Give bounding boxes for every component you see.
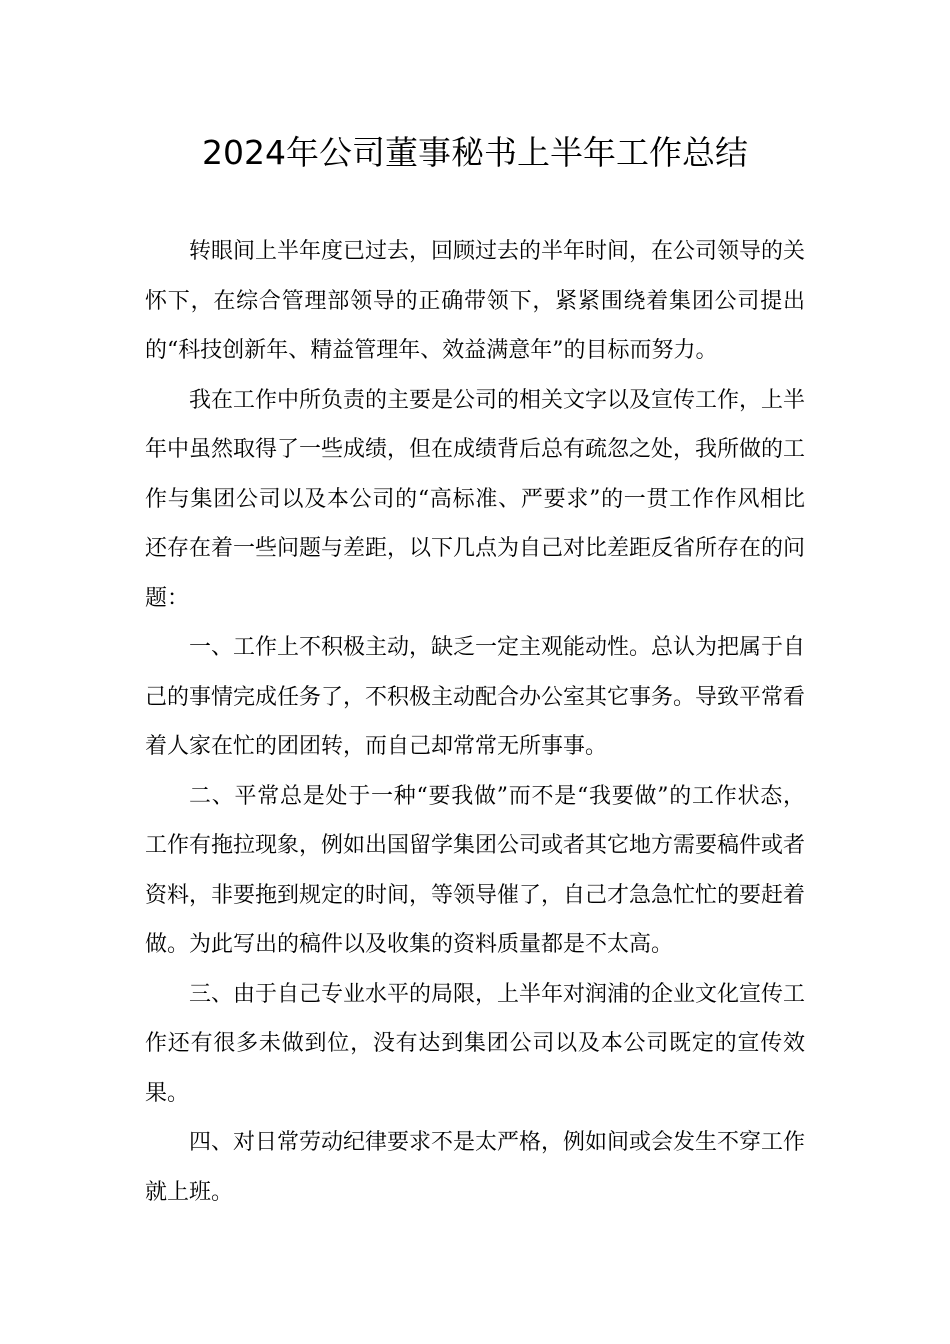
paragraph-issue-4: 四、对日常劳动纪律要求不是太严格，例如间或会发生不穿工作就上班。	[145, 1130, 806, 1205]
paragraph-issue-1: 一、工作上不积极主动，缺乏一定主观能动性。总认为把属于自己的事情完成任务了，不积极主动配合办公室其它事务。导致平常看着人家在忙的团团转，而自己却常常无所事事。	[145, 635, 806, 759]
paragraph-intro: 转眼间上半年度已过去，回顾过去的半年时间，在公司领导的关怀下，在综合管理部领导的正确带领下，紧紧围绕着集团公司提出的“科技创新年、精益管理年、效益满意年”的目标而努力。	[145, 239, 806, 363]
paragraph-issue-3: 三、由于自己专业水平的局限，上半年对润浦的企业文化宣传工作还有很多未做到位，没有达到集团公司以及本公司既定的宣传效果。	[145, 981, 806, 1106]
document-body	[145, 227, 805, 1217]
paragraph-responsibilities: 我在工作中所负责的主要是公司的相关文字以及宣传工作，上半年中虽然取得了一些成绩，但在成绩背后总有疏忽之处，我所做的工作与集团公司以及本公司的“高标准、严要求”的一贯工作作风相比还存在着一些问题与差距，以下几点为自己对比差距反省所存在的问题：	[145, 387, 806, 611]
document-title: 2024年公司董事秘书上半年工作总结	[202, 133, 748, 172]
paragraph-issue-2: 二、平常总是处于一种“要我做”而不是“我要做”的工作状态，工作有拖拉现象，例如出国留学集团公司或者其它地方需要稿件或者资料，非要拖到规定的时间，等领导催了，自己才急急忙忙的要赶着做。为此写出的稿件以及收集的资料质量都是不太高。	[145, 783, 806, 957]
